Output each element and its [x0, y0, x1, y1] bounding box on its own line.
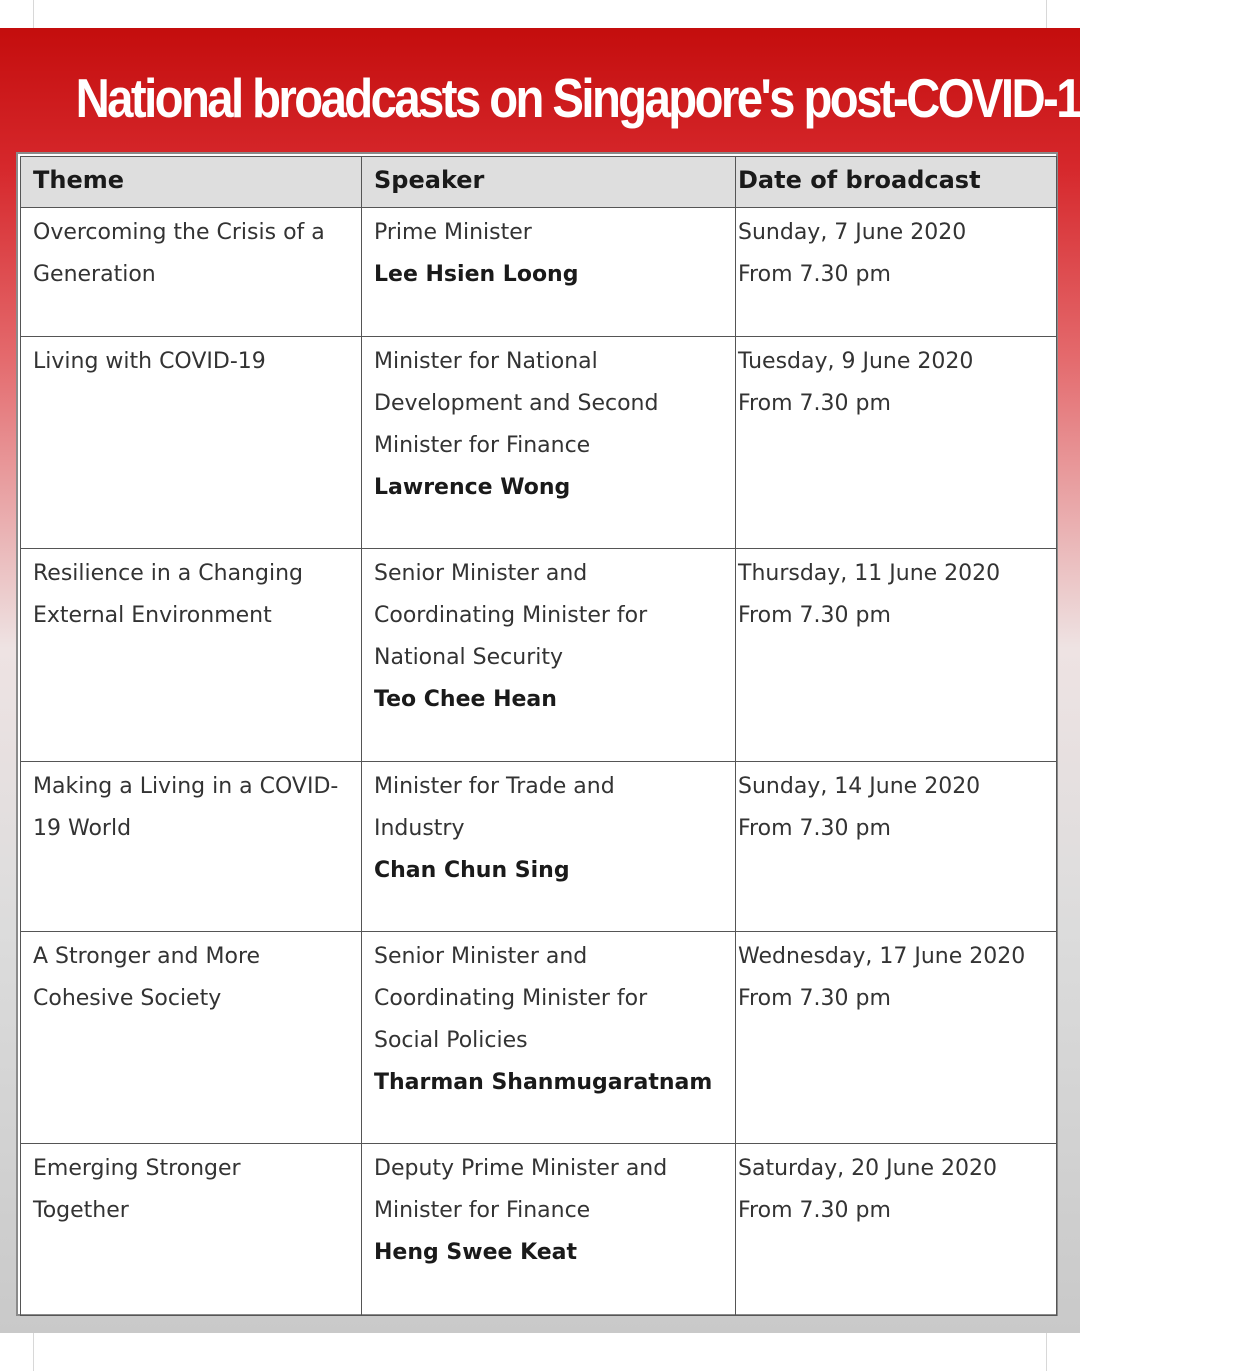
speaker-role: Development and Second	[374, 391, 659, 416]
speaker-name: Tharman Shanmugaratnam	[374, 1070, 713, 1095]
theme-cell	[21, 549, 362, 762]
broadcast-card	[0, 28, 1233, 1333]
theme-text: 19 World	[33, 816, 132, 841]
date-cell	[736, 762, 1057, 932]
broadcast-time: From 7.30 pm	[738, 603, 891, 628]
broadcast-date: Thursday, 11 June 2020	[738, 561, 1001, 586]
date-cell	[736, 549, 1057, 762]
header-speaker: Speaker	[362, 157, 736, 208]
speaker-cell	[362, 762, 736, 932]
theme-text: Together	[33, 1198, 129, 1223]
speaker-role: Minister for National	[374, 349, 598, 374]
speaker-name: Teo Chee Hean	[374, 687, 557, 712]
broadcast-time: From 7.30 pm	[738, 391, 891, 416]
broadcast-time: From 7.30 pm	[738, 986, 891, 1011]
header-theme: Theme	[21, 157, 362, 208]
theme-text: A Stronger and More	[33, 944, 261, 969]
speaker-role: Deputy Prime Minister and	[374, 1156, 668, 1181]
broadcast-date: Saturday, 20 June 2020	[738, 1156, 998, 1181]
broadcast-date: Sunday, 7 June 2020	[738, 220, 967, 245]
theme-text: Generation	[33, 262, 156, 287]
speaker-name: Chan Chun Sing	[374, 858, 570, 883]
speaker-cell	[362, 337, 736, 549]
speaker-role: Senior Minister and	[374, 561, 588, 586]
theme-text: Overcoming the Crisis of a	[33, 220, 325, 245]
header-date: Date of broadcast	[736, 157, 1057, 208]
broadcast-date: Wednesday, 17 June 2020	[738, 944, 1026, 969]
speaker-role: Minister for Trade and	[374, 774, 615, 799]
speaker-name: Lee Hsien Loong	[374, 262, 579, 287]
table-row	[21, 1144, 1057, 1316]
table-row	[21, 549, 1057, 762]
theme-text: External Environment	[33, 603, 272, 628]
speaker-cell	[362, 208, 736, 337]
speaker-role: Coordinating Minister for	[374, 986, 648, 1011]
theme-text: Making a Living in a COVID-	[33, 774, 339, 799]
broadcast-time: From 7.30 pm	[738, 816, 891, 841]
speaker-name: Lawrence Wong	[374, 475, 571, 500]
speaker-role: Minister for Finance	[374, 1198, 591, 1223]
broadcast-date: Sunday, 14 June 2020	[738, 774, 981, 799]
table-row	[21, 932, 1057, 1144]
date-cell	[736, 208, 1057, 337]
theme-text: Emerging Stronger	[33, 1156, 241, 1181]
theme-cell	[21, 208, 362, 337]
date-cell	[736, 337, 1057, 549]
speaker-role: Industry	[374, 816, 465, 841]
theme-cell	[21, 1144, 362, 1316]
theme-text: Living with COVID-19	[33, 349, 266, 374]
page-title: National broadcasts on Singapore's post-COVID-19 future	[75, 67, 1233, 129]
table-row	[21, 337, 1057, 549]
speaker-role: Senior Minister and	[374, 944, 588, 969]
speaker-name: Heng Swee Keat	[374, 1240, 578, 1265]
broadcast-date: Tuesday, 9 June 2020	[738, 349, 974, 374]
speaker-role: Coordinating Minister for	[374, 603, 648, 628]
date-cell	[736, 932, 1057, 1144]
date-cell	[736, 1144, 1057, 1316]
theme-cell	[21, 337, 362, 549]
theme-cell	[21, 932, 362, 1144]
speaker-role: Minister for Finance	[374, 433, 591, 458]
speaker-cell	[362, 1144, 736, 1316]
broadcast-time: From 7.30 pm	[738, 1198, 891, 1223]
table-row	[21, 762, 1057, 932]
speaker-cell	[362, 932, 736, 1144]
schedule-table-frame	[16, 152, 1058, 1316]
table-header-row	[21, 157, 1057, 208]
theme-text: Cohesive Society	[33, 986, 222, 1011]
speaker-role: Social Policies	[374, 1028, 528, 1053]
schedule-table	[20, 156, 1057, 1316]
theme-cell	[21, 762, 362, 932]
speaker-role: National Security	[374, 645, 564, 670]
speaker-cell	[362, 549, 736, 762]
theme-text: Resilience in a Changing	[33, 561, 303, 586]
broadcast-time: From 7.30 pm	[738, 262, 891, 287]
table-row	[21, 208, 1057, 337]
speaker-role: Prime Minister	[374, 220, 532, 245]
